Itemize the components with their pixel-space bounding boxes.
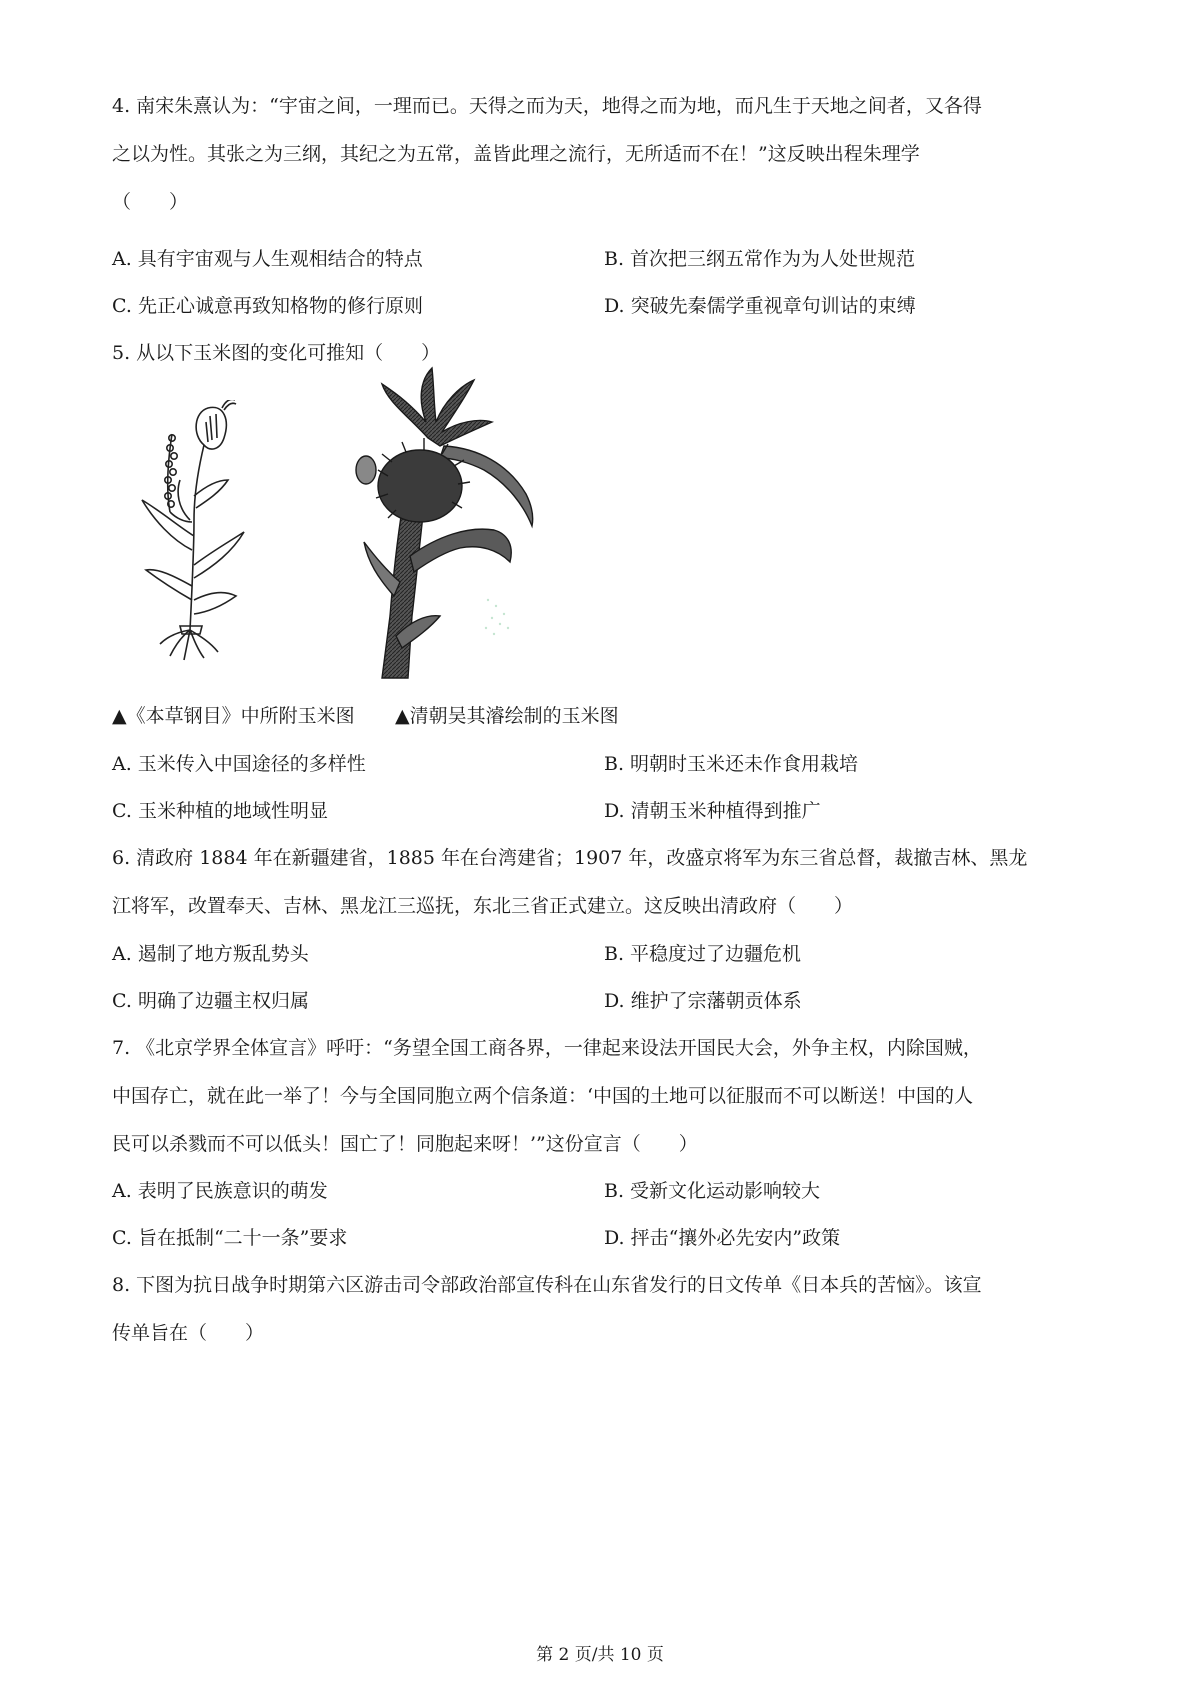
question-5-option-c: C. 玉米种植的地域性明显 (112, 800, 328, 822)
question-4-stem-line-3: （ ） (112, 191, 189, 213)
question-7-option-b: B. 受新文化运动影响较大 (604, 1180, 821, 1202)
figure-caption-right: ▲清朝吴其濬绘制的玉米图 (395, 705, 619, 727)
question-5-stem: 5. 从以下玉米图的变化可推知（ ） (112, 342, 441, 364)
question-5-options-row-2 (112, 787, 1102, 835)
question-4-stem-line-2: 之以为性。其张之为三纲，其纪之为五常，盖皆此理之流行，无所适而不在！”这反映出程朱理学 (112, 143, 920, 165)
question-5-option-d: D. 清朝玉米种植得到推广 (604, 800, 821, 822)
question-6-stem-line-1: 6. 清政府 1884 年在新疆建省，1885 年在台湾建省；1907 年，改盛京将军为东三省总督，裁撤吉林、黑龙 (112, 847, 1028, 869)
question-6 (112, 834, 1102, 930)
question-5 (112, 329, 1102, 377)
question-7-stem-line-1: 7. 《北京学界全体宣言》呼吁：“务望全国工商各界，一律起来设法开国民大会，外争主权，内除国贼， (112, 1037, 982, 1059)
question-6-stem-line-2: 江将军，改置奉天、吉林、黑龙江三巡抚，东北三省正式建立。这反映出清政府（ ） (112, 895, 854, 917)
corn-illustration-bencao (132, 400, 248, 662)
page-number: 第 2 页/共 10 页 (536, 1645, 664, 1665)
question-6-options-row-1 (112, 930, 1102, 978)
question-5-option-a: A. 玉米传入中国途径的多样性 (112, 753, 366, 775)
question-4-option-d: D. 突破先秦儒学重视章句训诂的束缚 (604, 295, 916, 317)
question-4-option-c: C. 先正心诚意再致知格物的修行原则 (112, 295, 423, 317)
question-8-stem-line-2: 传单旨在（ ） (112, 1322, 265, 1344)
question-8 (112, 1261, 1102, 1357)
question-6-option-d: D. 维护了宗藩朝贡体系 (604, 990, 802, 1012)
question-7 (112, 1024, 1102, 1168)
question-6-options-row-2 (112, 977, 1102, 1025)
question-7-option-d: D. 抨击“攘外必先安内”政策 (604, 1227, 841, 1249)
corn-illustration-wu-qijun (348, 366, 558, 682)
question-4 (112, 82, 1102, 226)
question-6-option-b: B. 平稳度过了边疆危机 (604, 943, 802, 965)
question-7-options-row-2 (112, 1214, 1102, 1262)
question-5-options-row-1 (112, 740, 1102, 788)
figure-caption-left: ▲《本草钢目》中所附玉米图 (112, 705, 355, 727)
question-4-option-a: A. 具有宇宙观与人生观相结合的特点 (112, 248, 423, 270)
question-4-options-row-2 (112, 282, 1102, 330)
question-4-option-b: B. 首次把三纲五常作为为人处世规范 (604, 248, 916, 270)
question-7-option-c: C. 旨在抵制“二十一条”要求 (112, 1227, 348, 1249)
question-5-option-b: B. 明朝时玉米还未作食用栽培 (604, 753, 859, 775)
question-4-stem-line-1: 4. 南宋朱熹认为：“宇宙之间，一理而已。天得之而为天，地得之而为地，而凡生于天地之间者，又各得 (112, 95, 982, 117)
question-7-options-row-1 (112, 1167, 1102, 1215)
question-4-options-row-1 (112, 235, 1102, 283)
question-7-stem-line-2: 中国存亡，就在此一举了！今与全国同胞立两个信条道：‘中国的土地可以征服而不可以断送！中国的人 (112, 1085, 974, 1107)
question-7-stem-line-3: 民可以杀戮而不可以低头！国亡了！同胞起来呀！’”这份宣言（ ） (112, 1133, 698, 1155)
question-8-stem-line-1: 8. 下图为抗日战争时期第六区游击司令部政治部宣传科在山东省发行的日文传单《日本兵的苦恼》。该宣 (112, 1274, 982, 1296)
question-6-option-a: A. 遏制了地方叛乱势头 (112, 943, 309, 965)
question-7-option-a: A. 表明了民族意识的萌发 (112, 1180, 328, 1202)
question-6-option-c: C. 明确了边疆主权归属 (112, 990, 309, 1012)
